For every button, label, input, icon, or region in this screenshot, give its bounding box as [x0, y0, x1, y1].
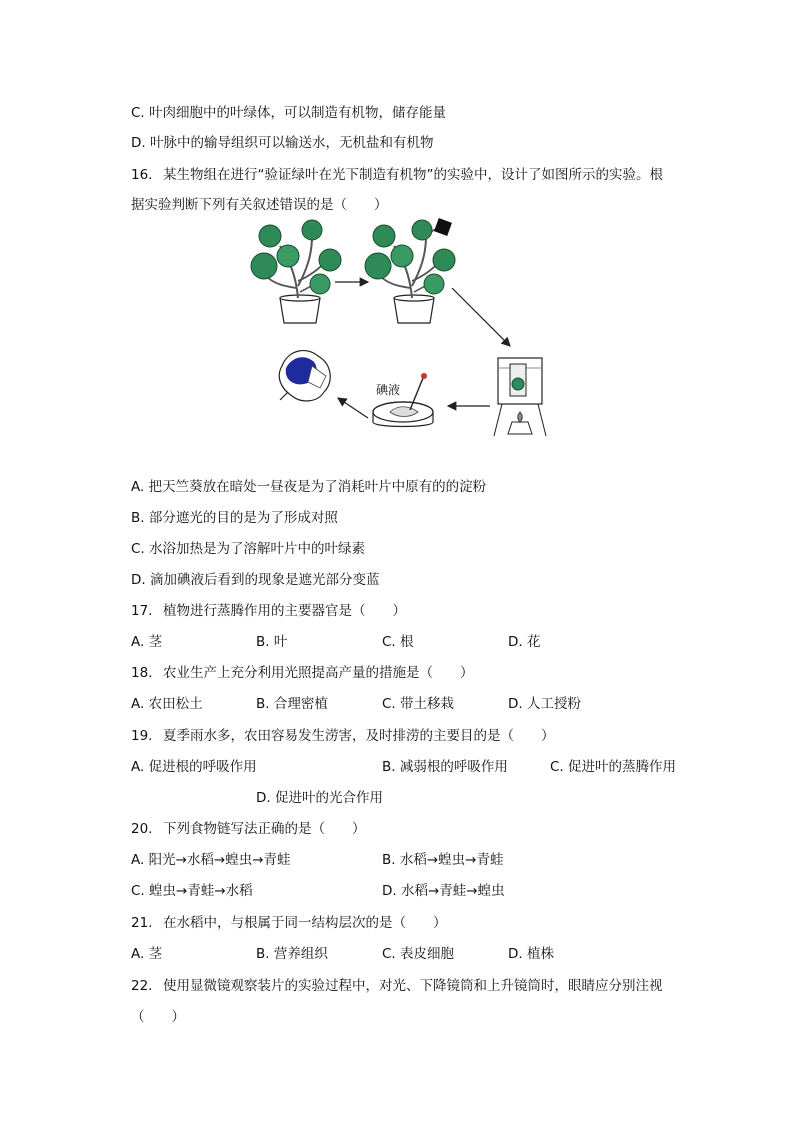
question-number: 16. [131, 167, 153, 183]
q17-option-b[interactable]: B. 叶 [256, 634, 288, 650]
q18-option-a[interactable]: A. 农田松土 [131, 696, 203, 712]
petri-dish-icon [373, 373, 433, 427]
q17-option-c[interactable]: C. 根 [382, 634, 414, 650]
iodine-label: 碘液 [376, 383, 401, 397]
question-22-stem [131, 977, 663, 995]
q18-option-b[interactable]: B. 合理密植 [256, 696, 328, 712]
q18-option-d[interactable]: D. 人工授粉 [508, 696, 581, 712]
q16-option-c[interactable]: C. 水浴加热是为了溶解叶片中的叶绿素 [131, 541, 366, 557]
question-text: 夏季雨水多，农田容易发生涝害，及时排涝的主要目的是（ ） [163, 728, 555, 744]
q18-option-c[interactable]: C. 带土移栽 [382, 696, 455, 712]
arrow-left-2 [338, 398, 368, 418]
question-22-stem-cont: （ ） [131, 1009, 185, 1025]
question-number: 22. [131, 978, 153, 994]
black-paper-cover [434, 218, 452, 236]
q16-option-a[interactable]: A. 把天竺葵放在暗处一昼夜是为了消耗叶片中原有的的淀粉 [131, 479, 487, 495]
q19-option-c[interactable]: C. 促进叶的蒸腾作用 [550, 759, 677, 775]
experiment-figure [240, 216, 560, 444]
question-text: 使用显微镜观察装片的实验过程中，对光、下降镜筒和上升镜筒时，眼睛应分别注视 [163, 978, 663, 994]
plant-dark-icon [251, 220, 341, 323]
q21-option-d[interactable]: D. 植株 [508, 946, 554, 962]
question-20-stem [131, 820, 366, 838]
question-number: 20. [131, 821, 153, 837]
question-text: 农业生产上充分利用光照提高产量的措施是（ ） [163, 665, 474, 681]
question-18-stem [131, 664, 474, 682]
q21-option-a[interactable]: A. 茎 [131, 946, 163, 962]
q20-option-b[interactable]: B. 水稻→蝗虫→青蛙 [382, 852, 504, 868]
option-c-prev: C. 叶肉细胞中的叶绿体，可以制造有机物，储存能量 [131, 105, 447, 121]
q16-option-d[interactable]: D. 滴加碘液后看到的现象是遮光部分变蓝 [131, 572, 380, 588]
arrow-diagonal [452, 288, 510, 346]
water-bath-icon [494, 358, 546, 436]
q17-option-d[interactable]: D. 花 [508, 634, 541, 650]
q20-option-c[interactable]: C. 蝗虫→青蛙→水稻 [131, 883, 253, 899]
option-d-prev: D. 叶脉中的输导组织可以输送水，无机盐和有机物 [131, 135, 434, 151]
q20-option-d[interactable]: D. 水稻→青蛙→蝗虫 [382, 883, 505, 899]
question-number: 19. [131, 728, 153, 744]
q16-option-b[interactable]: B. 部分遮光的目的是为了形成对照 [131, 510, 338, 526]
question-text: 某生物组在进行“验证绿叶在光下制造有机物”的实验中，设计了如图所示的实验。根 [163, 167, 663, 183]
q20-option-a[interactable]: A. 阳光→水稻→蝗虫→青蛙 [131, 852, 291, 868]
question-16-stem [131, 166, 663, 184]
question-number: 21. [131, 915, 153, 931]
q17-option-a[interactable]: A. 茎 [131, 634, 163, 650]
q19-option-a[interactable]: A. 促进根的呼吸作用 [131, 759, 257, 775]
q21-option-c[interactable]: C. 表皮细胞 [382, 946, 455, 962]
question-text: 在水稻中，与根属于同一结构层次的是（ ） [163, 915, 447, 931]
question-number: 18. [131, 665, 153, 681]
stained-leaf-icon [279, 351, 330, 401]
question-text: 植物进行蒸腾作用的主要器官是（ ） [163, 603, 406, 619]
question-17-stem [131, 602, 406, 620]
q21-option-b[interactable]: B. 营养组织 [256, 946, 328, 962]
question-text: 下列食物链写法正确的是（ ） [163, 821, 366, 837]
question-16-stem-cont: 据实验判断下列有关叙述错误的是（ ） [131, 197, 388, 213]
question-number: 17. [131, 603, 153, 619]
question-19-stem [131, 727, 555, 745]
q19-option-d[interactable]: D. 促进叶的光合作用 [256, 790, 383, 806]
plant-shaded-icon [365, 218, 455, 323]
question-21-stem [131, 914, 447, 932]
q19-option-b[interactable]: B. 减弱根的呼吸作用 [382, 759, 508, 775]
